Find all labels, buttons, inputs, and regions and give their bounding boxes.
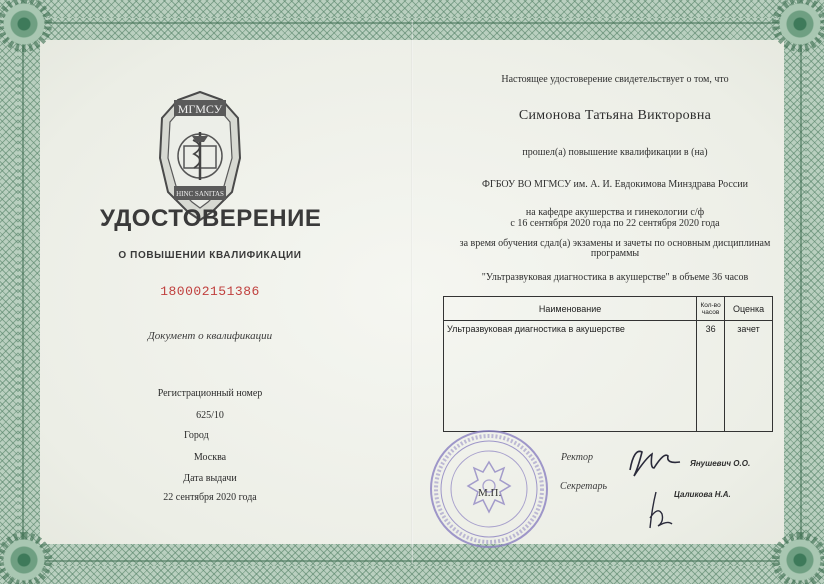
registration-number: 625/10	[196, 410, 224, 421]
program-name: "Ультразвуковая диагностика в акушерстве" в объеме 36 часов	[481, 272, 749, 283]
document-subtitle: О ПОВЫШЕНИИ КВАЛИФИКАЦИИ	[118, 250, 302, 261]
emblem-bottom-text: HINC SANITAS	[176, 190, 224, 198]
issue-date-label: Дата выдачи	[183, 473, 237, 484]
passed-text: прошел(а) повышение квалификации в (на)	[522, 147, 708, 158]
subject-name: Ультразвуковая диагностика в акушерстве	[444, 321, 697, 432]
serial-number: 180002151386	[160, 284, 260, 299]
exams-block	[430, 239, 800, 259]
corner-rosette	[0, 532, 52, 584]
header-hours-line: Кол-во	[700, 301, 721, 309]
subjects-table	[443, 296, 773, 432]
subject-grade: зачет	[725, 321, 773, 432]
department-block	[430, 207, 800, 229]
corner-rosette	[772, 0, 824, 52]
period-line: с 16 сентября 2020 года по 22 сентября 2020 года	[510, 218, 720, 229]
emblem-top-text: МГМСУ	[177, 102, 223, 116]
secretary-label: Секретарь	[560, 481, 608, 492]
header-name: Наименование	[444, 297, 697, 321]
header-grade: Оценка	[725, 297, 773, 321]
header-hours	[697, 297, 725, 321]
document-type: Документ о квалификации	[147, 330, 273, 342]
city-value: Москва	[193, 452, 227, 463]
intro-text: Настоящее удостоверение свидетельствует о том, что	[501, 74, 729, 85]
secretary-signature	[638, 488, 678, 534]
center-fold	[411, 20, 413, 564]
department-line: на кафедре акушерства и гинекологии с/ф	[525, 207, 705, 218]
organization-name: ФГБОУ ВО МГМСУ им. А. И. Евдокимова Минздрава России	[482, 179, 748, 190]
exams-line: за время обучения сдал(а) экзамены и зачеты по основным дисциплинам	[459, 238, 771, 249]
rector-name: Янушевич О.О.	[690, 459, 751, 468]
corner-rosette	[772, 532, 824, 584]
exams-line: программы	[590, 248, 640, 259]
header-hours-line: часов	[701, 308, 720, 316]
secretary-name: Цаликова Н.А.	[674, 490, 731, 499]
issue-date: 22 сентября 2020 года	[163, 492, 257, 503]
registration-label: Регистрационный номер	[157, 388, 263, 399]
rector-signature	[624, 442, 686, 482]
seal-place: М.П.	[478, 487, 502, 499]
table-header-row	[444, 297, 773, 321]
subject-hours: 36	[697, 321, 725, 432]
holder-name: Симонова Татьяна Викторовна	[518, 108, 712, 123]
rector-label: Ректор	[561, 452, 593, 463]
document-title: УДОСТОВЕРЕНИЕ	[100, 205, 322, 232]
city-label: Город	[184, 430, 209, 441]
table-row	[444, 321, 773, 432]
